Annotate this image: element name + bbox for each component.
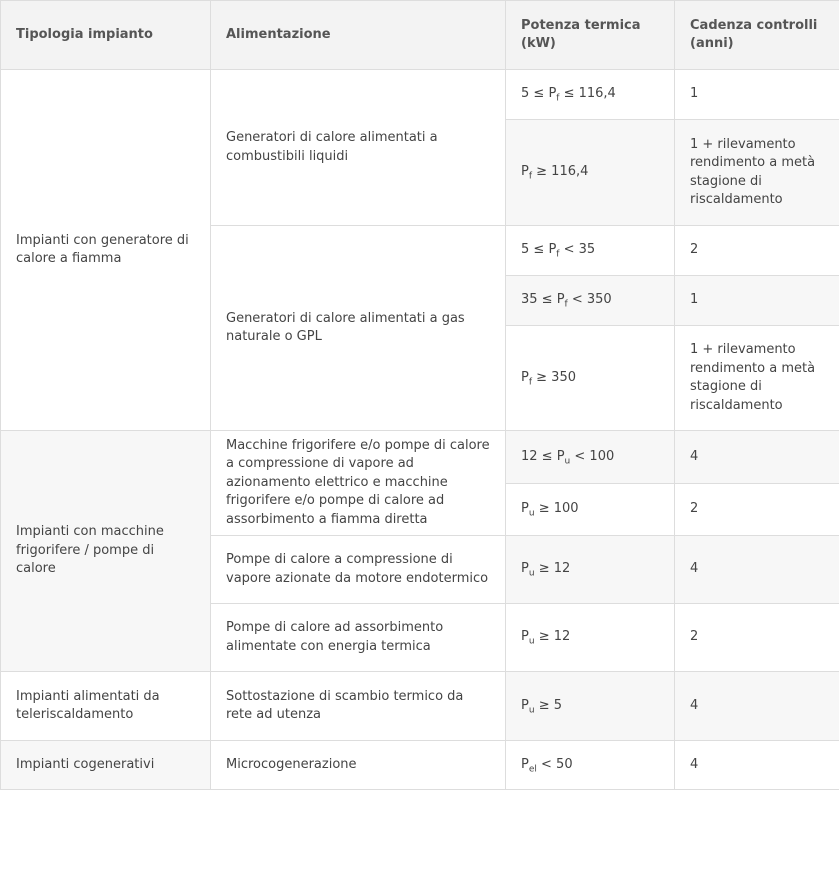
potenza-symbol: P [521, 369, 529, 385]
cell-alimentazione: Pompe di calore a compressione di vapore azionate da motore endotermico [211, 536, 506, 604]
potenza-value: < 50 [536, 756, 573, 772]
potenza-value: ≥ 350 [532, 369, 576, 385]
potenza-cond: 5 ≤ [521, 242, 549, 258]
cell-alimentazione: Pompe di calore ad assorbimento alimentate con energia termica [211, 604, 506, 672]
potenza-subscript: f [556, 93, 560, 104]
cell-cadenza: 4 [675, 741, 839, 790]
cell-cadenza: 1 + rilevamento rendimento a metà stagione di riscaldamento [675, 326, 839, 431]
potenza-cond: 12 ≤ [521, 448, 557, 464]
cell-potenza [506, 536, 675, 604]
potenza-subscript: f [564, 299, 568, 310]
cell-tipologia: Impianti con generatore di calore a fiamma [1, 70, 211, 431]
potenza-subscript: u [528, 508, 535, 519]
cell-cadenza: 4 [675, 536, 839, 604]
potenza-symbol: P [521, 697, 529, 713]
cell-cadenza: 2 [675, 226, 839, 276]
cell-potenza [506, 70, 675, 120]
potenza-symbol: P [521, 501, 529, 517]
cell-potenza [506, 120, 675, 226]
potenza-symbol: P [521, 561, 529, 577]
table-row [1, 672, 839, 741]
potenza-value: ≥ 100 [534, 501, 579, 517]
cell-cadenza: 1 [675, 70, 839, 120]
potenza-subscript: u [528, 568, 535, 579]
table-row [1, 741, 839, 790]
cell-tipologia: Impianti con macchine frigorifere / pompe di calore [1, 431, 211, 672]
potenza-value: < 35 [559, 242, 596, 258]
cell-potenza [506, 431, 675, 484]
cell-potenza [506, 326, 675, 431]
cell-potenza [506, 672, 675, 741]
potenza-symbol: P [521, 629, 529, 645]
potenza-subscript: u [528, 636, 535, 647]
potenza-subscript: f [556, 249, 560, 260]
cell-potenza [506, 276, 675, 326]
table-body [1, 70, 839, 790]
potenza-value: ≥ 116,4 [532, 164, 589, 180]
header-tipologia: Tipologia impianto [1, 1, 211, 70]
header-row [1, 1, 839, 70]
header-alimentazione: Alimentazione [211, 1, 506, 70]
potenza-symbol: P [556, 292, 565, 308]
cell-potenza [506, 741, 675, 790]
potenza-value: ≥ 12 [534, 561, 571, 577]
potenza-symbol: P [521, 756, 529, 772]
potenza-value: ≤ 116,4 [559, 86, 616, 102]
potenza-subscript: u [564, 456, 571, 467]
cell-cadenza: 4 [675, 431, 839, 484]
potenza-value: < 350 [567, 292, 612, 308]
cell-tipologia: Impianti alimentati da teleriscaldamento [1, 672, 211, 741]
cell-cadenza: 4 [675, 672, 839, 741]
cell-cadenza: 1 + rilevamento rendimento a metà stagione di riscaldamento [675, 120, 839, 226]
potenza-value: ≥ 5 [534, 697, 562, 713]
cell-alimentazione: Generatori di calore alimentati a combustibili liquidi [211, 70, 506, 226]
potenza-cond: 35 ≤ [521, 292, 557, 308]
cell-cadenza: 2 [675, 604, 839, 672]
potenza-subscript: f [528, 171, 533, 182]
potenza-symbol: P [548, 86, 557, 102]
cell-cadenza: 2 [675, 484, 839, 536]
cell-alimentazione: Microcogenerazione [211, 741, 506, 790]
potenza-symbol: P [556, 448, 565, 464]
potenza-subscript: el [528, 764, 537, 775]
potenza-value: < 100 [570, 448, 615, 464]
cell-tipologia: Impianti cogenerativi [1, 741, 211, 790]
header-cadenza: Cadenza controlli (anni) [675, 1, 839, 70]
cell-alimentazione: Generatori di calore alimentati a gas naturale o GPL [211, 226, 506, 431]
cell-potenza [506, 604, 675, 672]
potenza-subscript: f [528, 377, 533, 388]
potenza-symbol: P [521, 164, 529, 180]
potenza-value: ≥ 12 [534, 629, 571, 645]
header-potenza: Potenza termica (kW) [506, 1, 675, 70]
cell-potenza [506, 226, 675, 276]
table-row [1, 70, 839, 120]
cell-cadenza: 1 [675, 276, 839, 326]
potenza-cond: 5 ≤ [521, 86, 549, 102]
cell-potenza [506, 484, 675, 536]
potenza-symbol: P [548, 242, 557, 258]
cell-alimentazione: Macchine frigorifere e/o pompe di calore a compressione di vapore ad azionamento elettrico e macchine frigorifere e/o pompe di calore ad assorbimento a fiamma diretta [211, 431, 506, 536]
table-row [1, 431, 839, 484]
potenza-subscript: u [528, 705, 535, 716]
cell-alimentazione: Sottostazione di scambio termico da rete ad utenza [211, 672, 506, 741]
